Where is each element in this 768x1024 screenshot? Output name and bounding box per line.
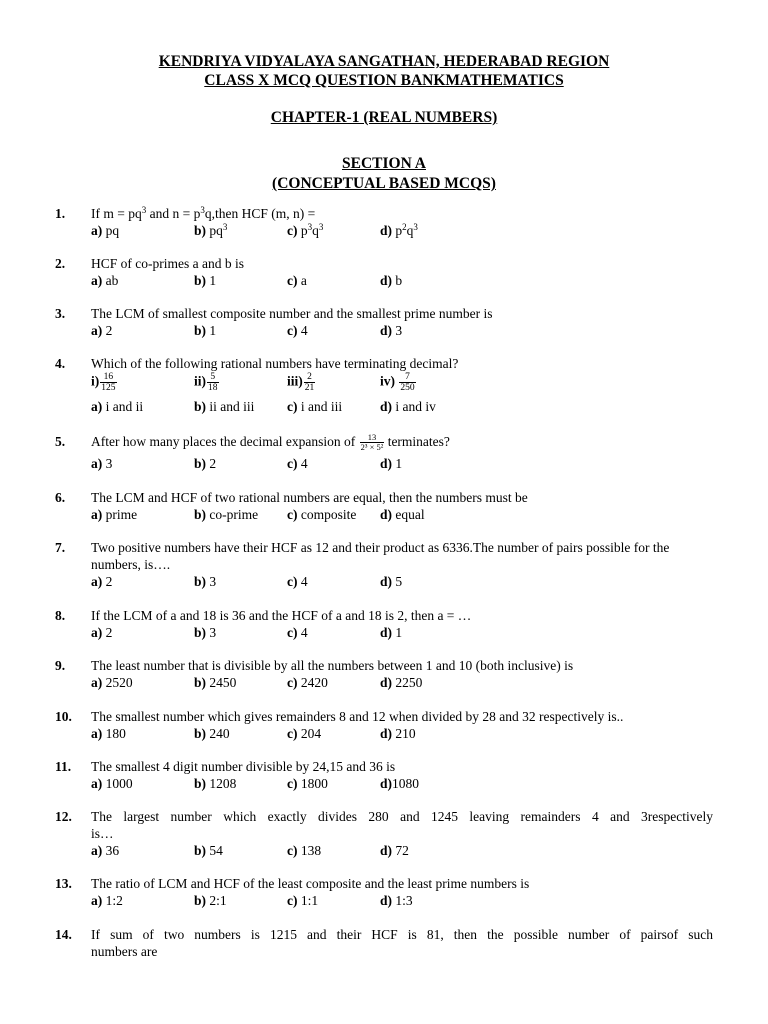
option-text: 1	[395, 625, 403, 640]
option-text: 3	[209, 574, 217, 589]
option-text: 180	[105, 726, 126, 741]
option-c	[287, 674, 328, 691]
option-label: c)	[287, 273, 298, 288]
option-label: a)	[91, 507, 103, 522]
option-label: b)	[194, 893, 207, 908]
option-label: a)	[91, 726, 103, 741]
option-text: 210	[395, 726, 416, 741]
option-label: d)	[380, 223, 393, 238]
option-text: 2520	[105, 675, 133, 690]
option-text: ii and iii	[209, 399, 255, 414]
option-text: 2450	[209, 675, 237, 690]
chapter-title	[0, 109, 768, 127]
option-label: d)	[380, 843, 393, 858]
option-text: 1	[209, 323, 217, 338]
option-b	[194, 842, 223, 859]
option-d	[380, 892, 413, 909]
option-text: 1	[209, 273, 217, 288]
option-text: i and ii	[105, 399, 144, 414]
option-label: c)	[287, 776, 298, 791]
question-text: Which of the following rational numbers have terminating decimal?	[91, 356, 459, 371]
option-label: b)	[194, 726, 207, 741]
option-c	[287, 222, 323, 239]
option-label: d)	[380, 456, 393, 471]
option-a	[91, 624, 112, 641]
option-text: 1000	[105, 776, 133, 791]
option-b	[194, 775, 236, 792]
option-a	[91, 506, 137, 523]
option-b	[194, 674, 236, 691]
option-text: 72	[395, 843, 409, 858]
option-text: p	[395, 223, 403, 238]
school-title-text: KENDRIYA VIDYALAYA SANGATHAN, HEDERABAD REGION	[158, 53, 610, 70]
fraction-numerator: 2	[304, 372, 316, 383]
option-text: 1:1	[300, 893, 319, 908]
fraction-numerator: 7	[399, 372, 415, 383]
option-label: a)	[91, 456, 103, 471]
option-label: d)	[380, 675, 393, 690]
fraction-option-iv	[380, 372, 416, 393]
question-text: If the LCM of a and 18 is 36 and the HCF of a and 18 is 2, then a = …	[91, 608, 472, 623]
option-label: c)	[287, 843, 298, 858]
option-text: pq	[209, 223, 223, 238]
question-number: 10.	[55, 709, 72, 724]
fraction-denominator: 18	[208, 383, 218, 393]
option-label: c)	[287, 625, 298, 640]
option-c	[287, 272, 307, 289]
question-number: 8.	[55, 608, 66, 623]
question-number: 3.	[55, 306, 66, 321]
exponent: 3	[141, 205, 147, 215]
question-text: The largest number which exactly divides 280 and 1245 leaving remainders 4 and 3respectively	[91, 809, 713, 824]
exponent: 3	[307, 222, 313, 232]
option-c	[287, 455, 308, 472]
section-title-text: SECTION A	[342, 155, 426, 172]
question-text: HCF of co-primes a and b is	[91, 256, 244, 271]
option-a	[91, 775, 133, 792]
fraction-denominator: 2³ × 5²	[360, 442, 384, 453]
question-text-part: and n = p	[146, 206, 201, 221]
question-number: 4.	[55, 356, 66, 371]
option-d	[380, 725, 416, 742]
option-text: 1080	[392, 776, 420, 791]
section-subtitle-text: (CONCEPTUAL BASED MCQS)	[272, 175, 496, 192]
question-number: 5.	[55, 434, 66, 449]
question-number: 14.	[55, 927, 72, 942]
option-label: b)	[194, 223, 207, 238]
option-label: c)	[287, 399, 298, 414]
option-text: 240	[209, 726, 230, 741]
option-b	[194, 322, 216, 339]
option-text: 2	[105, 625, 113, 640]
fraction-numerator: 5	[207, 372, 219, 383]
option-b	[194, 272, 216, 289]
option-d	[380, 455, 402, 472]
option-text: 1:2	[105, 893, 123, 908]
option-text: 1208	[209, 776, 237, 791]
option-label: a)	[91, 273, 103, 288]
option-b	[194, 892, 227, 909]
question-text-part: After how many places the decimal expansion of	[91, 434, 356, 449]
school-title	[0, 53, 768, 71]
option-label: iii)	[287, 373, 303, 389]
question-number: 7.	[55, 540, 66, 555]
option-label: d)	[380, 574, 393, 589]
fraction-denominator: 21	[304, 383, 315, 393]
option-text: 4	[300, 625, 308, 640]
class-title	[0, 72, 768, 90]
question-text: The least number that is divisible by all the numbers between 1 and 10 (both inclusive) is	[91, 658, 574, 673]
option-label: a)	[91, 843, 103, 858]
option-label: b)	[194, 843, 207, 858]
option-text: 2:1	[209, 893, 227, 908]
option-label: d)	[380, 507, 393, 522]
option-label: i)	[91, 373, 100, 389]
fraction	[360, 433, 385, 452]
option-label: b)	[194, 323, 207, 338]
option-label: b)	[194, 776, 207, 791]
option-b	[194, 222, 227, 239]
option-text: 2250	[395, 675, 423, 690]
option-label: a)	[91, 675, 103, 690]
option-label: c)	[287, 223, 298, 238]
question-text: If sum of two numbers is 1215 and their HCF is 81, then the possible number of pairsof such	[91, 927, 713, 942]
option-text: 1800	[300, 776, 328, 791]
question-text: The LCM and HCF of two rational numbers are equal, then the numbers must be	[91, 490, 528, 505]
fraction	[207, 372, 219, 393]
option-label: d)	[380, 776, 393, 791]
option-c	[287, 842, 321, 859]
option-text: 204	[300, 726, 322, 741]
option-label: d)	[380, 726, 393, 741]
option-text: 3	[209, 625, 217, 640]
option-d	[380, 322, 402, 339]
option-text: 2420	[300, 675, 328, 690]
option-text: 54	[209, 843, 223, 858]
question-text-part: q,then HCF (m, n) =	[204, 206, 316, 221]
option-a	[91, 222, 119, 239]
option-d	[380, 624, 402, 641]
option-label: b)	[194, 675, 207, 690]
option-b	[194, 725, 230, 742]
option-label: d)	[380, 323, 393, 338]
fraction-denominator: 125	[101, 383, 116, 393]
option-text: 138	[300, 843, 322, 858]
section-title	[0, 155, 768, 173]
question-text-part: terminates?	[387, 434, 450, 449]
option-text: b	[395, 273, 403, 288]
option-label: ii)	[194, 373, 206, 389]
option-c	[287, 775, 328, 792]
option-d	[380, 775, 419, 792]
option-a	[91, 725, 126, 742]
option-text: 4	[300, 456, 308, 471]
option-text: 36	[105, 843, 120, 858]
option-label: a)	[91, 625, 103, 640]
question-number: 12.	[55, 809, 72, 824]
option-text: composite	[300, 507, 357, 522]
option-label: d)	[380, 399, 393, 414]
fraction	[399, 372, 415, 393]
fraction-numerator: 16	[100, 372, 116, 383]
option-text: 2	[105, 323, 113, 338]
option-d	[380, 398, 436, 415]
exponent: 3	[413, 222, 418, 232]
option-label: c)	[287, 456, 298, 471]
question-number: 6.	[55, 490, 66, 505]
chapter-title-text: CHAPTER-1 (REAL NUMBERS)	[270, 109, 498, 126]
question-text-continued: numbers are	[91, 944, 158, 959]
question-text: The smallest number which gives remainders 8 and 12 when divided by 28 and 32 respectively is..	[91, 709, 624, 724]
option-a	[91, 272, 118, 289]
option-text: pq	[105, 223, 120, 238]
option-label: c)	[287, 893, 298, 908]
option-label: c)	[287, 323, 298, 338]
option-label: b)	[194, 625, 207, 640]
option-a	[91, 455, 112, 472]
exponent: 3	[222, 222, 228, 232]
option-a	[91, 892, 123, 909]
question-text: The smallest 4 digit number divisible by 24,15 and 36 is	[91, 759, 396, 774]
question-number: 9.	[55, 658, 66, 673]
option-label: c)	[287, 726, 298, 741]
option-label: d)	[380, 625, 393, 640]
option-text: i and iv	[395, 399, 436, 414]
option-label: b)	[194, 456, 207, 471]
option-a	[91, 573, 112, 590]
option-b	[194, 398, 254, 415]
exponent: 3	[318, 222, 324, 232]
option-c	[287, 506, 356, 523]
option-label: a)	[91, 323, 103, 338]
option-d	[380, 506, 425, 523]
question-text	[91, 433, 713, 452]
option-label: b)	[194, 399, 207, 414]
option-d	[380, 674, 422, 691]
option-c	[287, 573, 308, 590]
option-text: p	[300, 223, 308, 238]
section-subtitle	[0, 175, 768, 193]
option-label: d)	[380, 893, 393, 908]
option-b	[194, 506, 258, 523]
question-text: Two positive numbers have their HCF as 12 and their product as 6336.The number of pairs possible for the numbers, is….	[91, 540, 670, 572]
option-text: q	[406, 223, 414, 238]
question-number: 1.	[55, 206, 66, 221]
option-label: a)	[91, 399, 103, 414]
option-label: b)	[194, 507, 207, 522]
option-text: prime	[105, 507, 138, 522]
option-label: b)	[194, 574, 207, 589]
option-text: 2	[209, 456, 217, 471]
option-text: 5	[395, 574, 403, 589]
question-number: 2.	[55, 256, 66, 271]
option-label: a)	[91, 776, 103, 791]
option-text: ab	[105, 273, 119, 288]
option-c	[287, 398, 342, 415]
option-label: a)	[91, 574, 103, 589]
question-number: 13.	[55, 876, 72, 891]
option-a	[91, 398, 143, 415]
option-label: iv)	[380, 373, 395, 389]
option-b	[194, 624, 216, 641]
question-text: The ratio of LCM and HCF of the least composite and the least prime numbers is	[91, 876, 530, 891]
option-text: co-prime	[209, 507, 259, 522]
question-text-part: If m = pq	[91, 206, 142, 221]
option-c	[287, 322, 308, 339]
class-title-text: CLASS X MCQ QUESTION BANKMATHEMATICS	[204, 72, 564, 89]
option-text: a	[300, 273, 307, 288]
option-text: q	[312, 223, 319, 238]
option-b	[194, 573, 216, 590]
option-text: 1:3	[395, 893, 413, 908]
option-text: 3	[395, 323, 403, 338]
option-label: a)	[91, 893, 103, 908]
exponent: 3	[200, 205, 205, 215]
option-a	[91, 322, 112, 339]
fraction	[304, 372, 316, 393]
option-label: b)	[194, 273, 207, 288]
option-c	[287, 624, 308, 641]
question-text: The LCM of smallest composite number and the smallest prime number is	[91, 306, 493, 321]
fraction	[100, 372, 116, 393]
fraction-option-ii	[194, 372, 219, 393]
option-label: d)	[380, 273, 393, 288]
option-d	[380, 573, 402, 590]
fraction-option-i	[91, 372, 117, 393]
option-text: 2	[105, 574, 113, 589]
option-text: equal	[395, 507, 425, 522]
question-number: 11.	[55, 759, 72, 774]
option-text: 3	[105, 456, 113, 471]
option-text: i and iii	[300, 399, 343, 414]
option-a	[91, 842, 119, 859]
option-c	[287, 725, 321, 742]
exponent: 2	[402, 222, 407, 232]
option-d	[380, 222, 418, 239]
option-text: 1	[395, 456, 403, 471]
option-label: c)	[287, 574, 298, 589]
option-c	[287, 892, 318, 909]
fraction-option-iii	[287, 372, 315, 393]
option-label: c)	[287, 507, 298, 522]
option-d	[380, 842, 409, 859]
fraction-denominator: 250	[400, 383, 415, 393]
fraction-numerator: 13	[360, 433, 385, 443]
option-a	[91, 674, 133, 691]
option-label: a)	[91, 223, 103, 238]
option-d	[380, 272, 402, 289]
question-text	[91, 205, 713, 222]
option-label: c)	[287, 675, 298, 690]
option-text: 4	[300, 574, 308, 589]
option-b	[194, 455, 216, 472]
option-text: 4	[300, 323, 308, 338]
question-text-continued: is…	[91, 826, 114, 841]
